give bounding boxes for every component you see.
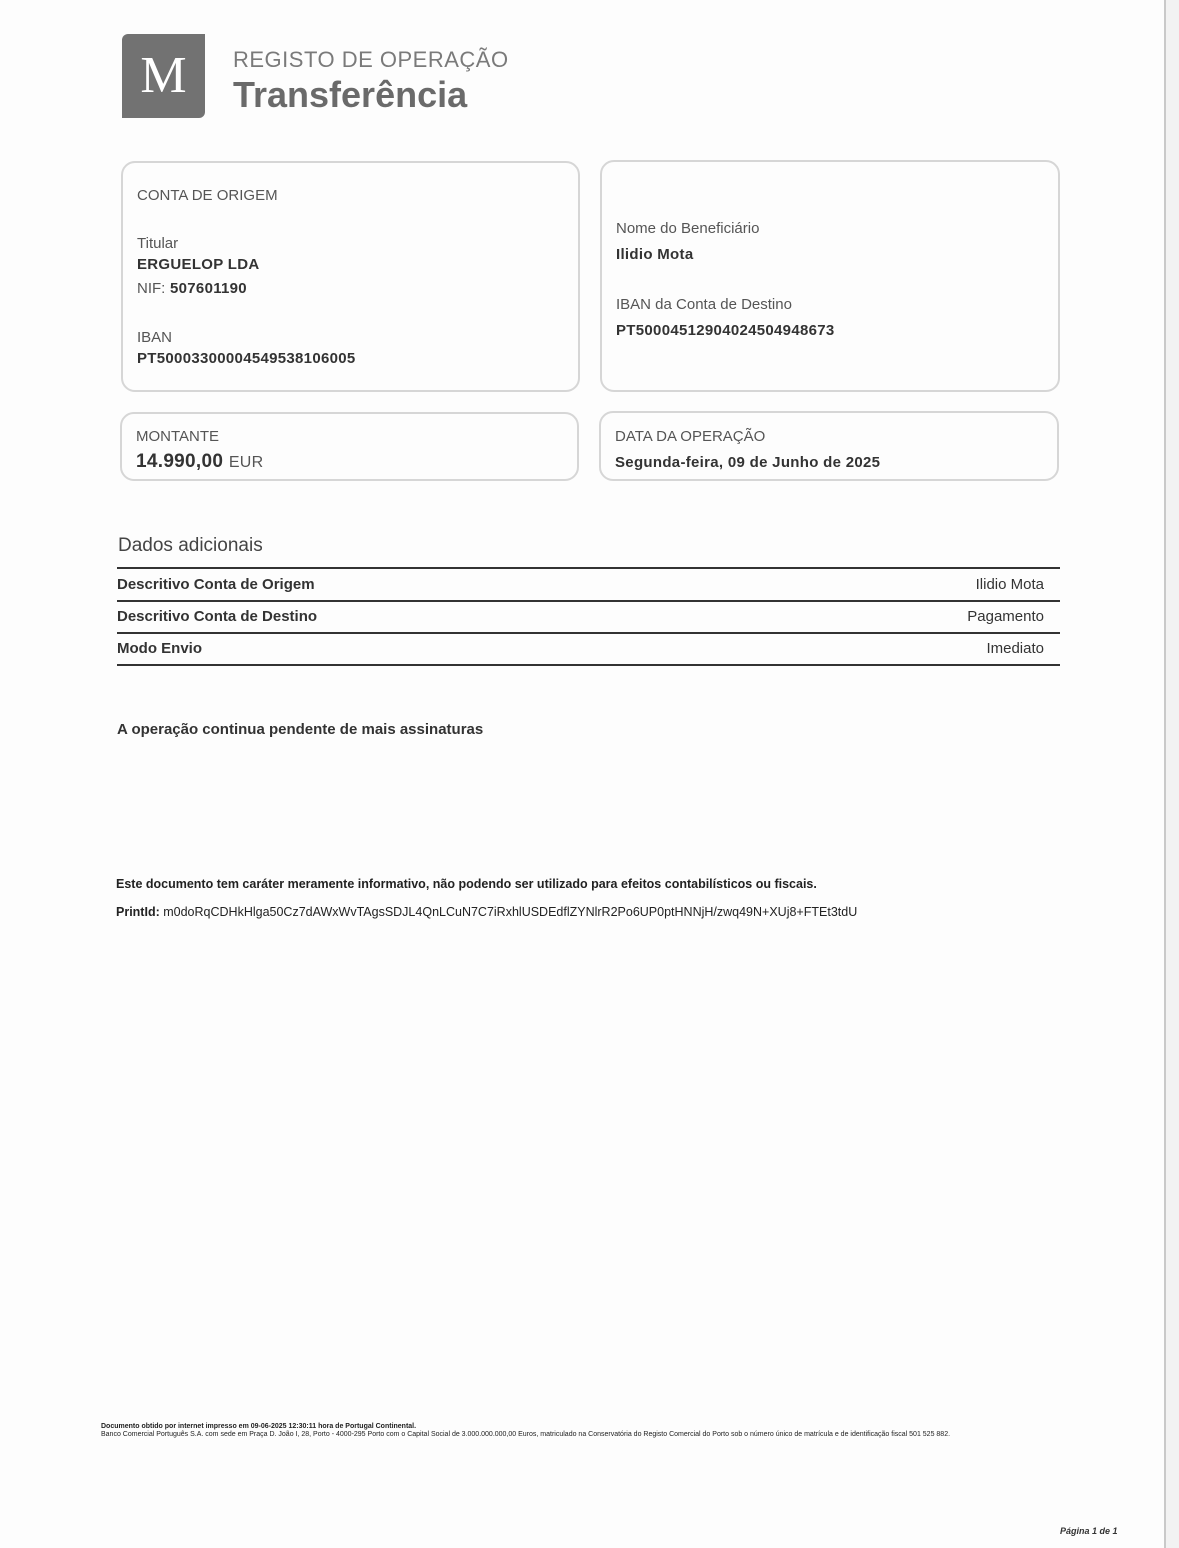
page-number: Página 1 de 1 (1060, 1526, 1118, 1536)
operation-date-value: Segunda-feira, 09 de Junho de 2025 (615, 454, 881, 471)
origin-iban-label: IBAN (137, 329, 173, 346)
origin-section-label: CONTA DE ORIGEM (137, 187, 278, 204)
origin-iban-value: PT50003300004549538106005 (137, 350, 356, 367)
status-text: A operação continua pendente de mais assinaturas (117, 721, 484, 738)
operation-date-label: DATA DA OPERAÇÃO (615, 428, 766, 445)
nif-value: 507601190 (170, 280, 247, 297)
additional-data-title: Dados adicionais (118, 535, 263, 556)
print-id (116, 905, 857, 919)
divider (117, 567, 1060, 569)
footer-print-info: Documento obtido por internet impresso em 09-06-2025 12:30:11 hora de Portugal Continental. (101, 1423, 417, 1430)
print-id-label: PrintId: (116, 905, 160, 919)
send-mode-label: Modo Envio (117, 640, 202, 657)
disclaimer-text: Este documento tem caráter meramente informativo, não podendo ser utilizado para efeitos contabilísticos ou fiscais. (116, 877, 817, 891)
destination-iban-label: IBAN da Conta de Destino (616, 296, 792, 313)
divider (117, 632, 1060, 634)
footer-legal-info: Banco Comercial Português S.A. com sede em Praça D. João I, 28, Porto - 4000-295 Porto com o Capital Social de 3.000.000.000,00 Euros, matriculado na Conservatória do Registo Comercial do Porto sob o número único de matrícula e de identificação fiscal 501 525 882. (101, 1431, 951, 1438)
beneficiary-value: Ilidio Mota (616, 246, 694, 263)
destination-account-card (600, 160, 1060, 392)
divider (117, 664, 1060, 666)
amount-value-line (136, 451, 264, 473)
logo-letter: M (140, 47, 187, 104)
beneficiary-label: Nome do Beneficiário (616, 220, 760, 237)
origin-description-value: Ilidio Mota (975, 576, 1044, 593)
divider (117, 600, 1060, 602)
print-id-value: m0doRqCDHkHlga50Cz7dAWxWvTAgsSDJL4QnLCuN7C7iRxhlUSDEdflZYNlrR2Po6UP0ptHNNjH/zwq49N+XUj8+FTEt3tdU (163, 905, 858, 919)
send-mode-value: Imediato (986, 640, 1044, 657)
amount-currency: EUR (228, 454, 264, 471)
legal-footer (101, 1423, 1041, 1439)
amount-value: 14.990,00 (136, 451, 224, 472)
nif-label: NIF: (137, 280, 166, 297)
holder-value: ERGUELOP LDA (137, 256, 260, 273)
destination-iban-value: PT50004512904024504948673 (616, 322, 835, 339)
bank-logo (122, 34, 205, 118)
document-kicker: REGISTO DE OPERAÇÃO (233, 47, 509, 72)
destination-description-value: Pagamento (967, 608, 1044, 625)
amount-label: MONTANTE (136, 428, 220, 445)
destination-description-label: Descritivo Conta de Destino (117, 608, 318, 625)
document-title: Transferência (233, 74, 468, 115)
origin-description-label: Descritivo Conta de Origem (117, 576, 315, 593)
holder-label: Titular (137, 235, 179, 252)
